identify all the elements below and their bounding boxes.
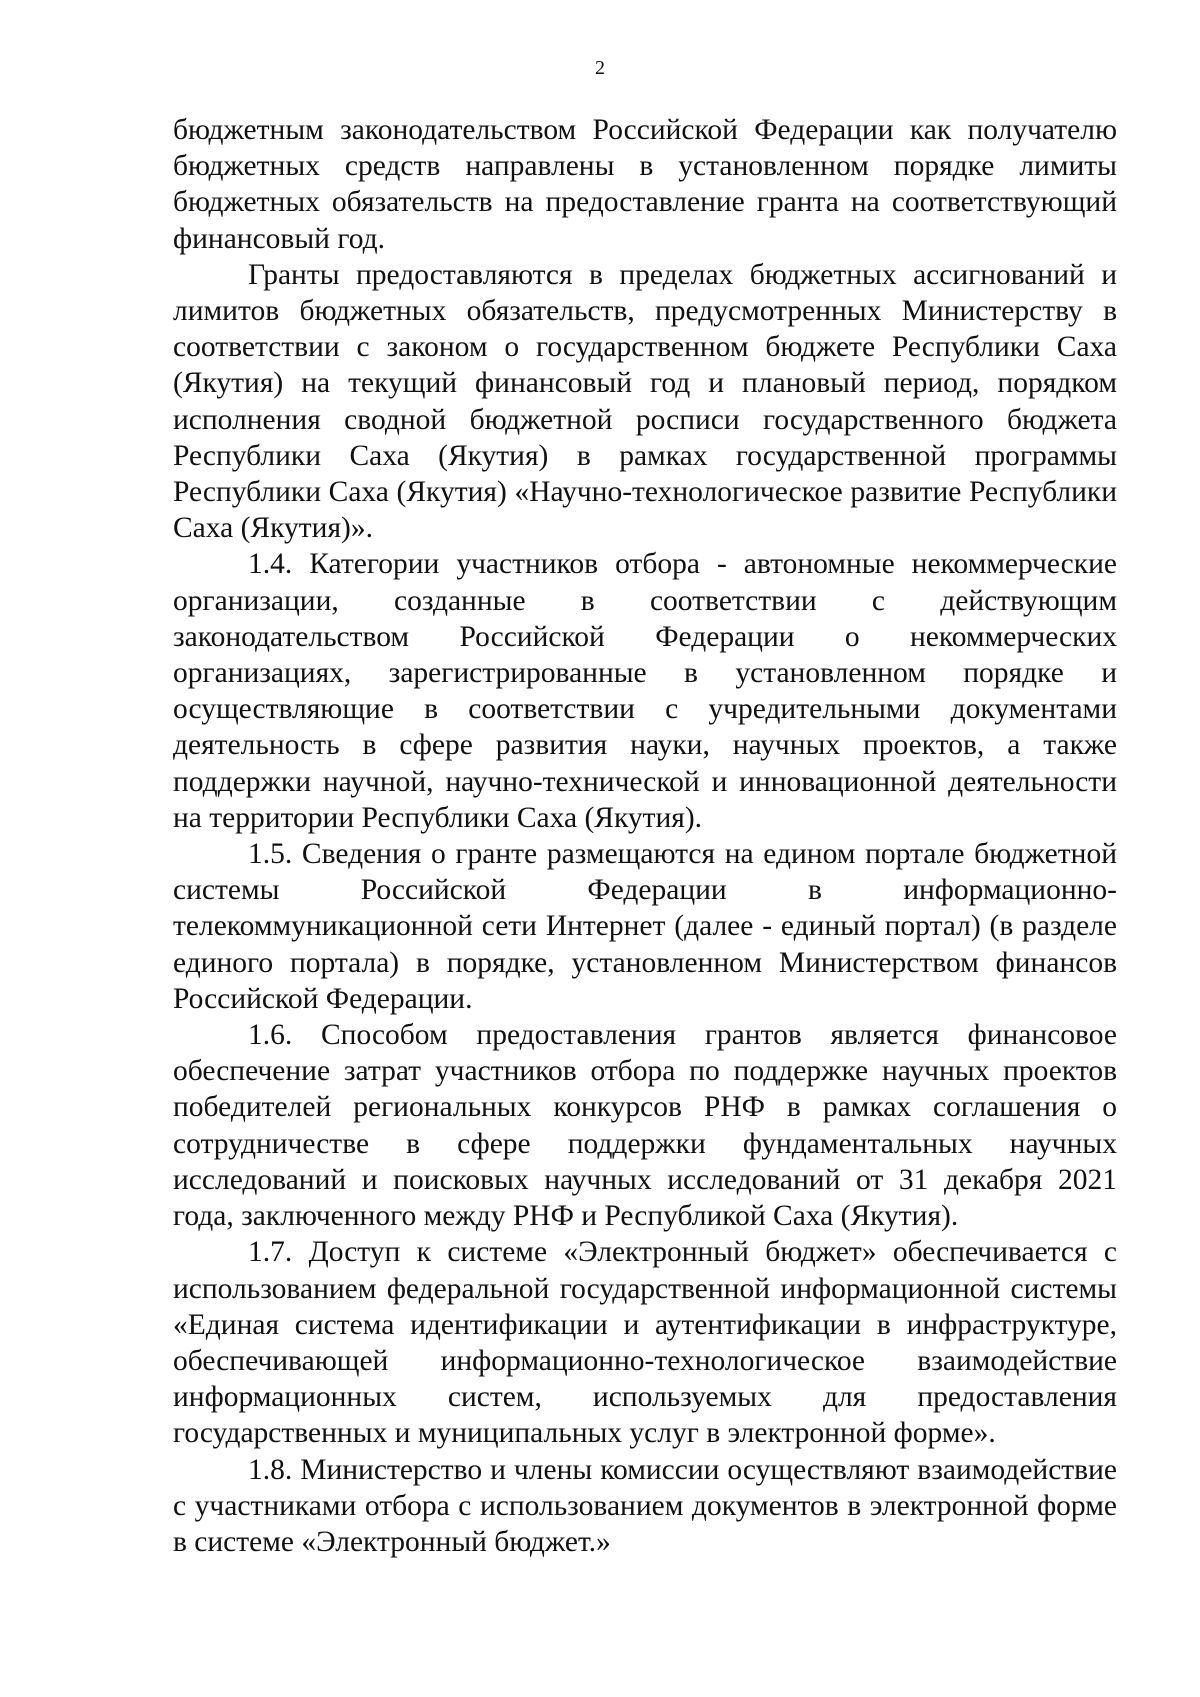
document-body	[173, 112, 1117, 1560]
paragraph-1-4-participant-categories: 1.4. Категории участников отбора - автономные некоммерческие организации, созданные в соответствии с действующим законодательством Российской Федерации о некоммерческих организациях, зарегистрированные в установленном порядке и осуществляющие в соответствии с учредительными документами деятельность в сфере развития науки, научных проектов, а также поддержки научной, научно-технической и инновационной деятельности на территории Республики Саха (Якутия).	[173, 548, 1117, 834]
page-number: 2	[595, 57, 605, 79]
paragraph-budget-continuation: бюджетным законодательством Российской Федерации как получателю бюджетных средств направлены в установленном порядке лимиты бюджетных обязательств на предоставление гранта на соответствующий финансовый год.	[173, 114, 1117, 255]
paragraph-1-6-grant-method: 1.6. Способом предоставления грантов является финансовое обеспечение затрат участников отбора по поддержке научных проектов победителей региональных конкурсов РНФ в рамках соглашения о сотрудничестве в сфере поддержки фундаментальных научных исследований и поисковых научных исследований от 31 декабря 2021 года, заключенного между РНФ и Республикой Саха (Якутия).	[173, 1019, 1117, 1233]
paragraph-1-8-electronic-interaction: 1.8. Министерство и члены комиссии осуществляют взаимодействие с участниками отбора с использованием документов в электронной форме в системе «Электронный бюджет.»	[173, 1453, 1117, 1558]
paragraph-1-5-grant-information: 1.5. Сведения о гранте размещаются на едином портале бюджетной системы Российской Федерации в информационно-телекоммуникационной сети Интернет (далее - единый портал) (в разделе единого портала) в порядке, установленном Министерством финансов Российской Федерации.	[173, 838, 1117, 1015]
paragraph-grants-limits: Гранты предоставляются в пределах бюджетных ассигнований и лимитов бюджетных обязательств, предусмотренных Министерству в соответствии с законом о государственном бюджете Республики Саха (Якутия) на текущий финансовый год и плановый период, порядком исполнения сводной бюджетной росписи государственного бюджета Республики Саха (Якутия) в рамках государственной программы Республики Саха (Якутия) «Научно-технологическое развитие Республики Саха (Якутия)».	[173, 258, 1117, 545]
paragraph-1-7-electronic-budget-access: 1.7. Доступ к системе «Электронный бюджет» обеспечивается с использованием федеральной государственной информационной системы «Единая система идентификации и аутентификации в инфраструктуре, обеспечивающей информационно-технологическое взаимодействие информационных систем, используемых для предоставления государственных и муниципальных услуг в электронной форме».	[173, 1236, 1117, 1450]
